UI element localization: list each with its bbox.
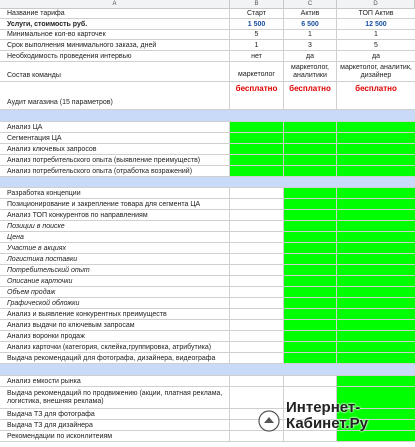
service-label[interactable]: Логистика поставки: [0, 254, 230, 264]
excluded-cell[interactable]: [230, 232, 284, 242]
table-row: [0, 166, 415, 177]
cell-team-active[interactable]: маркетолог, аналитики: [284, 62, 337, 81]
excluded-cell[interactable]: [230, 276, 284, 286]
service-label[interactable]: Цена: [0, 232, 230, 242]
table-row: [0, 331, 415, 342]
excluded-cell[interactable]: [230, 199, 284, 209]
included-cell[interactable]: [337, 353, 415, 363]
cell-tariff-start[interactable]: Старт: [230, 9, 284, 18]
table-row: [0, 210, 415, 221]
row-tariff-name: [0, 9, 415, 19]
row-min-cards: [0, 30, 415, 40]
column-header-d[interactable]: D: [337, 0, 415, 9]
cell-min-cards-start[interactable]: 5: [230, 30, 284, 39]
excluded-cell[interactable]: [230, 298, 284, 308]
service-label[interactable]: Участие в акциях: [0, 243, 230, 253]
row-min-days: [0, 40, 415, 51]
service-label[interactable]: Объем продаж: [0, 287, 230, 297]
column-header-c[interactable]: C: [284, 0, 337, 9]
included-cell[interactable]: [284, 265, 337, 275]
cell-audit-start[interactable]: бесплатно: [230, 82, 284, 109]
service-label[interactable]: Выдача рекомендаций по продвижению (акции, платная реклама, логистика, внешняя реклама): [0, 387, 230, 408]
service-label[interactable]: Анализ ТОП конкурентов по направлениям: [0, 210, 230, 220]
cell-cost-active[interactable]: 6 500: [284, 19, 337, 29]
excluded-cell[interactable]: [230, 254, 284, 264]
row-cost: [0, 19, 415, 30]
cell-audit-top[interactable]: бесплатно: [355, 84, 397, 93]
included-cell[interactable]: [284, 155, 337, 165]
included-cell[interactable]: [230, 122, 284, 132]
table-row: [0, 431, 415, 442]
included-cell[interactable]: [284, 144, 337, 154]
included-cell[interactable]: [230, 166, 284, 176]
cell-team-top[interactable]: маркетолог, аналитик, дизайнер: [340, 63, 412, 79]
included-cell[interactable]: [337, 210, 415, 220]
table-row: [0, 221, 415, 232]
included-cell[interactable]: [284, 133, 337, 143]
excluded-cell[interactable]: [230, 309, 284, 319]
service-label[interactable]: Анализ воронки продаж: [0, 331, 230, 341]
excluded-cell[interactable]: [230, 342, 284, 352]
service-label[interactable]: Анализ карточки (категория, склейка,группировка, атрибутика): [0, 342, 230, 352]
table-row: [0, 353, 415, 364]
cell-audit-active[interactable]: бесплатно: [284, 82, 337, 109]
excluded-cell[interactable]: [230, 376, 284, 386]
service-label[interactable]: Описание карточки: [0, 276, 230, 286]
included-cell[interactable]: [230, 144, 284, 154]
table-row: [0, 287, 415, 298]
included-cell[interactable]: [284, 298, 337, 308]
included-cell[interactable]: [337, 376, 415, 386]
excluded-cell[interactable]: [284, 376, 337, 386]
excluded-cell[interactable]: [230, 188, 284, 198]
cell-interview-active[interactable]: да: [284, 51, 337, 61]
cell-team-label[interactable]: Состав команды: [0, 62, 230, 81]
cell-cost-start[interactable]: 1 500: [230, 19, 284, 29]
service-label[interactable]: Анализ ключевых запросов: [0, 144, 230, 154]
cell-min-days-label[interactable]: Срок выполнения минимального заказа, дней: [0, 40, 230, 50]
table-row: [0, 122, 415, 133]
table-row: [0, 276, 415, 287]
included-cell[interactable]: [284, 353, 337, 363]
excluded-cell[interactable]: [230, 320, 284, 330]
included-cell[interactable]: [337, 254, 415, 264]
cell-min-cards-active[interactable]: 1: [284, 30, 337, 39]
cell-team-start[interactable]: маркетолог: [230, 62, 284, 81]
included-cell[interactable]: [284, 309, 337, 319]
included-cell[interactable]: [337, 155, 415, 165]
cell-cost-label[interactable]: Услуги, стоимость руб.: [0, 19, 230, 29]
service-label[interactable]: Анализ потребительского опыта (отработка возражений): [0, 166, 230, 176]
cell-interview-start[interactable]: нет: [230, 51, 284, 61]
included-cell[interactable]: [337, 265, 415, 275]
included-cell[interactable]: [337, 232, 415, 242]
table-row: [0, 309, 415, 320]
included-cell[interactable]: [337, 221, 415, 231]
table-row: [0, 254, 415, 265]
cell-min-cards-label[interactable]: Минимальное кол-во карточек: [0, 30, 230, 39]
included-cell[interactable]: [337, 199, 415, 209]
included-cell[interactable]: [337, 298, 415, 308]
section-separator-1: [0, 110, 415, 122]
table-row: [0, 144, 415, 155]
cell-cost-top[interactable]: 12 500: [365, 20, 387, 28]
included-cell[interactable]: [337, 287, 415, 297]
included-cell[interactable]: [284, 166, 337, 176]
service-label[interactable]: Анализ емкости рынка: [0, 376, 230, 386]
cell-interview-top[interactable]: да: [372, 52, 380, 60]
excluded-cell[interactable]: [230, 210, 284, 220]
section-separator-3: [0, 364, 415, 376]
table-row: [0, 199, 415, 210]
service-label[interactable]: Сегментация ЦА: [0, 133, 230, 143]
excluded-cell[interactable]: [230, 331, 284, 341]
watermark-line-2: Кабинет.Ру: [286, 415, 368, 432]
cell-min-days-top[interactable]: 5: [374, 41, 378, 49]
included-cell[interactable]: [337, 144, 415, 154]
service-label[interactable]: Анализ и выявление конкурентных преимуществ: [0, 309, 230, 319]
cell-interview-label[interactable]: Необходимость проведения интервью: [0, 51, 230, 61]
table-row: [0, 320, 415, 331]
row-interview: [0, 51, 415, 62]
row-team: [0, 62, 415, 82]
included-cell[interactable]: [230, 155, 284, 165]
included-cell[interactable]: [337, 166, 415, 176]
included-cell[interactable]: [284, 342, 337, 352]
service-label[interactable]: Анализ ЦА: [0, 122, 230, 132]
included-cell[interactable]: [284, 243, 337, 253]
service-label[interactable]: Анализ выдачи по ключевым запросам: [0, 320, 230, 330]
column-header-a[interactable]: A: [0, 0, 230, 9]
excluded-cell[interactable]: [230, 353, 284, 363]
included-cell[interactable]: [337, 320, 415, 330]
service-label[interactable]: Позиции в поиске: [0, 221, 230, 231]
excluded-cell[interactable]: [230, 431, 284, 441]
table-row: [0, 298, 415, 309]
service-label[interactable]: Выдача ТЗ для фотографа: [0, 409, 230, 419]
included-cell[interactable]: [284, 232, 337, 242]
excluded-cell[interactable]: [230, 243, 284, 253]
table-row: [0, 265, 415, 276]
service-label[interactable]: Выдача ТЗ для дизайнера: [0, 420, 230, 430]
included-cell[interactable]: [284, 188, 337, 198]
column-header-b[interactable]: B: [230, 0, 284, 9]
included-cell[interactable]: [337, 342, 415, 352]
table-row: [0, 376, 415, 387]
section-separator-2: [0, 177, 415, 188]
included-cell[interactable]: [337, 276, 415, 286]
included-cell[interactable]: [337, 122, 415, 132]
watermark-line-1: Интернет-: [286, 399, 361, 416]
table-row: [0, 342, 415, 353]
included-cell[interactable]: [284, 331, 337, 341]
service-label[interactable]: Графической обложки: [0, 298, 230, 308]
table-row: [0, 243, 415, 254]
cell-tariff-active[interactable]: Актив: [284, 9, 337, 18]
service-label[interactable]: Выдача рекомендаций для фотографа, дизайнера, видеографа: [0, 353, 230, 363]
cell-min-cards-top[interactable]: 1: [374, 31, 378, 38]
cell-min-days-start[interactable]: 1: [230, 40, 284, 50]
excluded-cell[interactable]: [230, 265, 284, 275]
service-label[interactable]: Потребительский опыт: [0, 265, 230, 275]
cell-tariff-top[interactable]: ТОП Актив: [358, 10, 394, 17]
included-cell[interactable]: [337, 188, 415, 198]
included-cell[interactable]: [230, 133, 284, 143]
included-cell[interactable]: [284, 276, 337, 286]
service-label[interactable]: Разработка концепции: [0, 188, 230, 198]
service-label[interactable]: Рекомендации по исконлитеиям: [0, 431, 230, 441]
service-label[interactable]: Анализ потребительского опыта (выявление преимуществ): [0, 155, 230, 165]
table-row: [0, 232, 415, 243]
included-cell[interactable]: [337, 243, 415, 253]
included-cell[interactable]: [284, 199, 337, 209]
included-cell[interactable]: [337, 309, 415, 319]
included-cell[interactable]: [284, 221, 337, 231]
included-cell[interactable]: [284, 287, 337, 297]
excluded-cell[interactable]: [230, 287, 284, 297]
excluded-cell[interactable]: [284, 431, 337, 441]
row-audit: [0, 82, 415, 110]
included-cell[interactable]: [337, 133, 415, 143]
included-cell[interactable]: [337, 331, 415, 341]
cell-tariff-label[interactable]: Название тарифа: [0, 9, 230, 18]
table-row: [0, 133, 415, 144]
watermark: [264, 400, 368, 432]
included-cell[interactable]: [284, 210, 337, 220]
excluded-cell[interactable]: [230, 221, 284, 231]
included-cell[interactable]: [284, 122, 337, 132]
included-cell[interactable]: [284, 254, 337, 264]
table-row: [0, 188, 415, 199]
included-cell[interactable]: [337, 431, 415, 441]
service-label[interactable]: Позиционирование и закрепление товара для сегмента ЦА: [0, 199, 230, 209]
cell-min-days-active[interactable]: 3: [284, 40, 337, 50]
table-row: [0, 155, 415, 166]
cell-audit-label[interactable]: Аудит магазина (15 параметров): [0, 82, 230, 109]
included-cell[interactable]: [284, 320, 337, 330]
